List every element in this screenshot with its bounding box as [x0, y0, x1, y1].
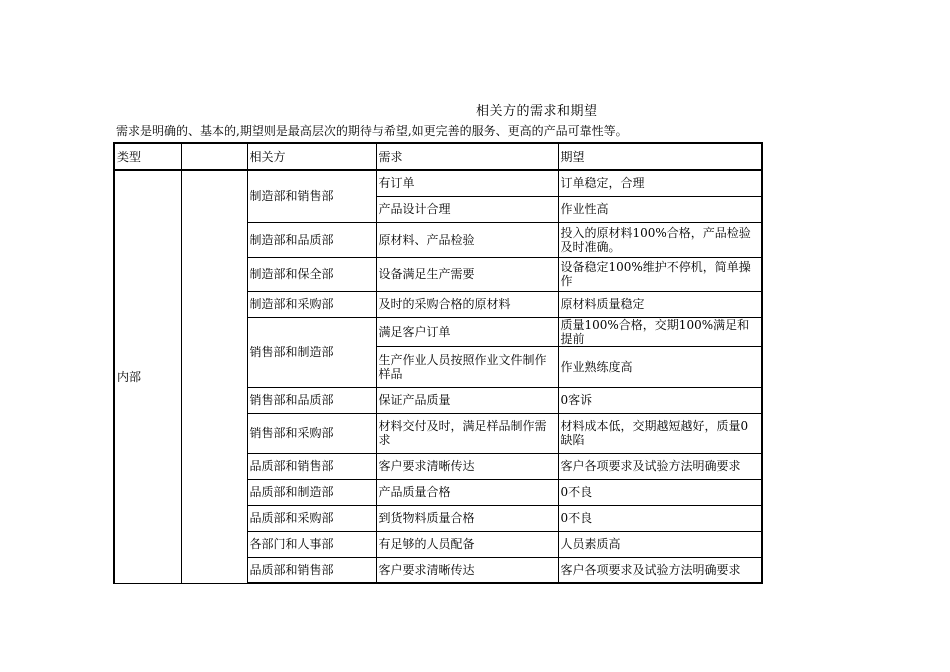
header-expectation: 期望: [558, 143, 762, 170]
stakeholder-table: [113, 142, 763, 584]
need-cell: 原材料、产品检验: [376, 222, 558, 257]
expectation-cell: 原材料质量稳定: [558, 291, 762, 317]
document-title: 相关方的需求和期望: [476, 104, 598, 119]
party-cell: 销售部和品质部: [247, 387, 376, 413]
need-cell: 产品质量合格: [376, 479, 558, 505]
need-cell: 满足客户订单: [376, 317, 558, 346]
need-cell: 产品设计合理: [376, 196, 558, 222]
expectation-cell: 客户各项要求及试验方法明确要求: [558, 557, 762, 583]
expectation-cell: 人员素质高: [558, 531, 762, 557]
need-cell: 保证产品质量: [376, 387, 558, 413]
need-cell: 到货物料质量合格: [376, 505, 558, 531]
expectation-cell: 投入的原材料100%合格，产品检验及时准确。: [558, 222, 762, 257]
expectation-cell: 0客诉: [558, 387, 762, 413]
expectation-cell: 质量100%合格，交期100%满足和提前: [558, 317, 762, 346]
expectation-cell: 材料成本低，交期越短越好，质量0缺陷: [558, 413, 762, 453]
blank-cell: [181, 170, 247, 583]
party-cell: 制造部和销售部: [247, 170, 376, 222]
need-cell: 客户要求清晰传达: [376, 453, 558, 479]
header-need: 需求: [376, 143, 558, 170]
need-cell: 有足够的人员配备: [376, 531, 558, 557]
expectation-cell: 设备稳定100%维护不停机，简单操作: [558, 257, 762, 291]
party-cell: 品质部和销售部: [247, 557, 376, 583]
header-type: 类型: [114, 143, 181, 170]
need-cell: 材料交付及时，满足样品制作需求: [376, 413, 558, 453]
party-cell: 制造部和采购部: [247, 291, 376, 317]
expectation-cell: 作业熟练度高: [558, 346, 762, 387]
header-blank: [181, 143, 247, 170]
need-cell: 生产作业人员按照作业文件制作样品: [376, 346, 558, 387]
expectation-cell: 作业性高: [558, 196, 762, 222]
party-cell: 销售部和制造部: [247, 317, 376, 387]
header-party: 相关方: [247, 143, 376, 170]
party-cell: 制造部和保全部: [247, 257, 376, 291]
party-cell: 品质部和制造部: [247, 479, 376, 505]
need-cell: 客户要求清晰传达: [376, 557, 558, 583]
party-cell: 制造部和品质部: [247, 222, 376, 257]
table-header-row: [114, 143, 762, 170]
party-cell: 品质部和采购部: [247, 505, 376, 531]
party-cell: 销售部和采购部: [247, 413, 376, 453]
expectation-cell: 0不良: [558, 479, 762, 505]
party-cell: 各部门和人事部: [247, 531, 376, 557]
need-cell: 及时的采购合格的原材料: [376, 291, 558, 317]
expectation-cell: 0不良: [558, 505, 762, 531]
type-cell: 内部: [114, 170, 181, 583]
party-cell: 品质部和销售部: [247, 453, 376, 479]
table-row: [114, 170, 762, 196]
need-cell: 有订单: [376, 170, 558, 196]
need-cell: 设备满足生产需要: [376, 257, 558, 291]
expectation-cell: 客户各项要求及试验方法明确要求: [558, 453, 762, 479]
expectation-cell: 订单稳定，合理: [558, 170, 762, 196]
document-subtitle: 需求是明确的、基本的,期望则是最高层次的期待与希望,如更完善的服务、更高的产品可靠性等。: [116, 124, 628, 138]
